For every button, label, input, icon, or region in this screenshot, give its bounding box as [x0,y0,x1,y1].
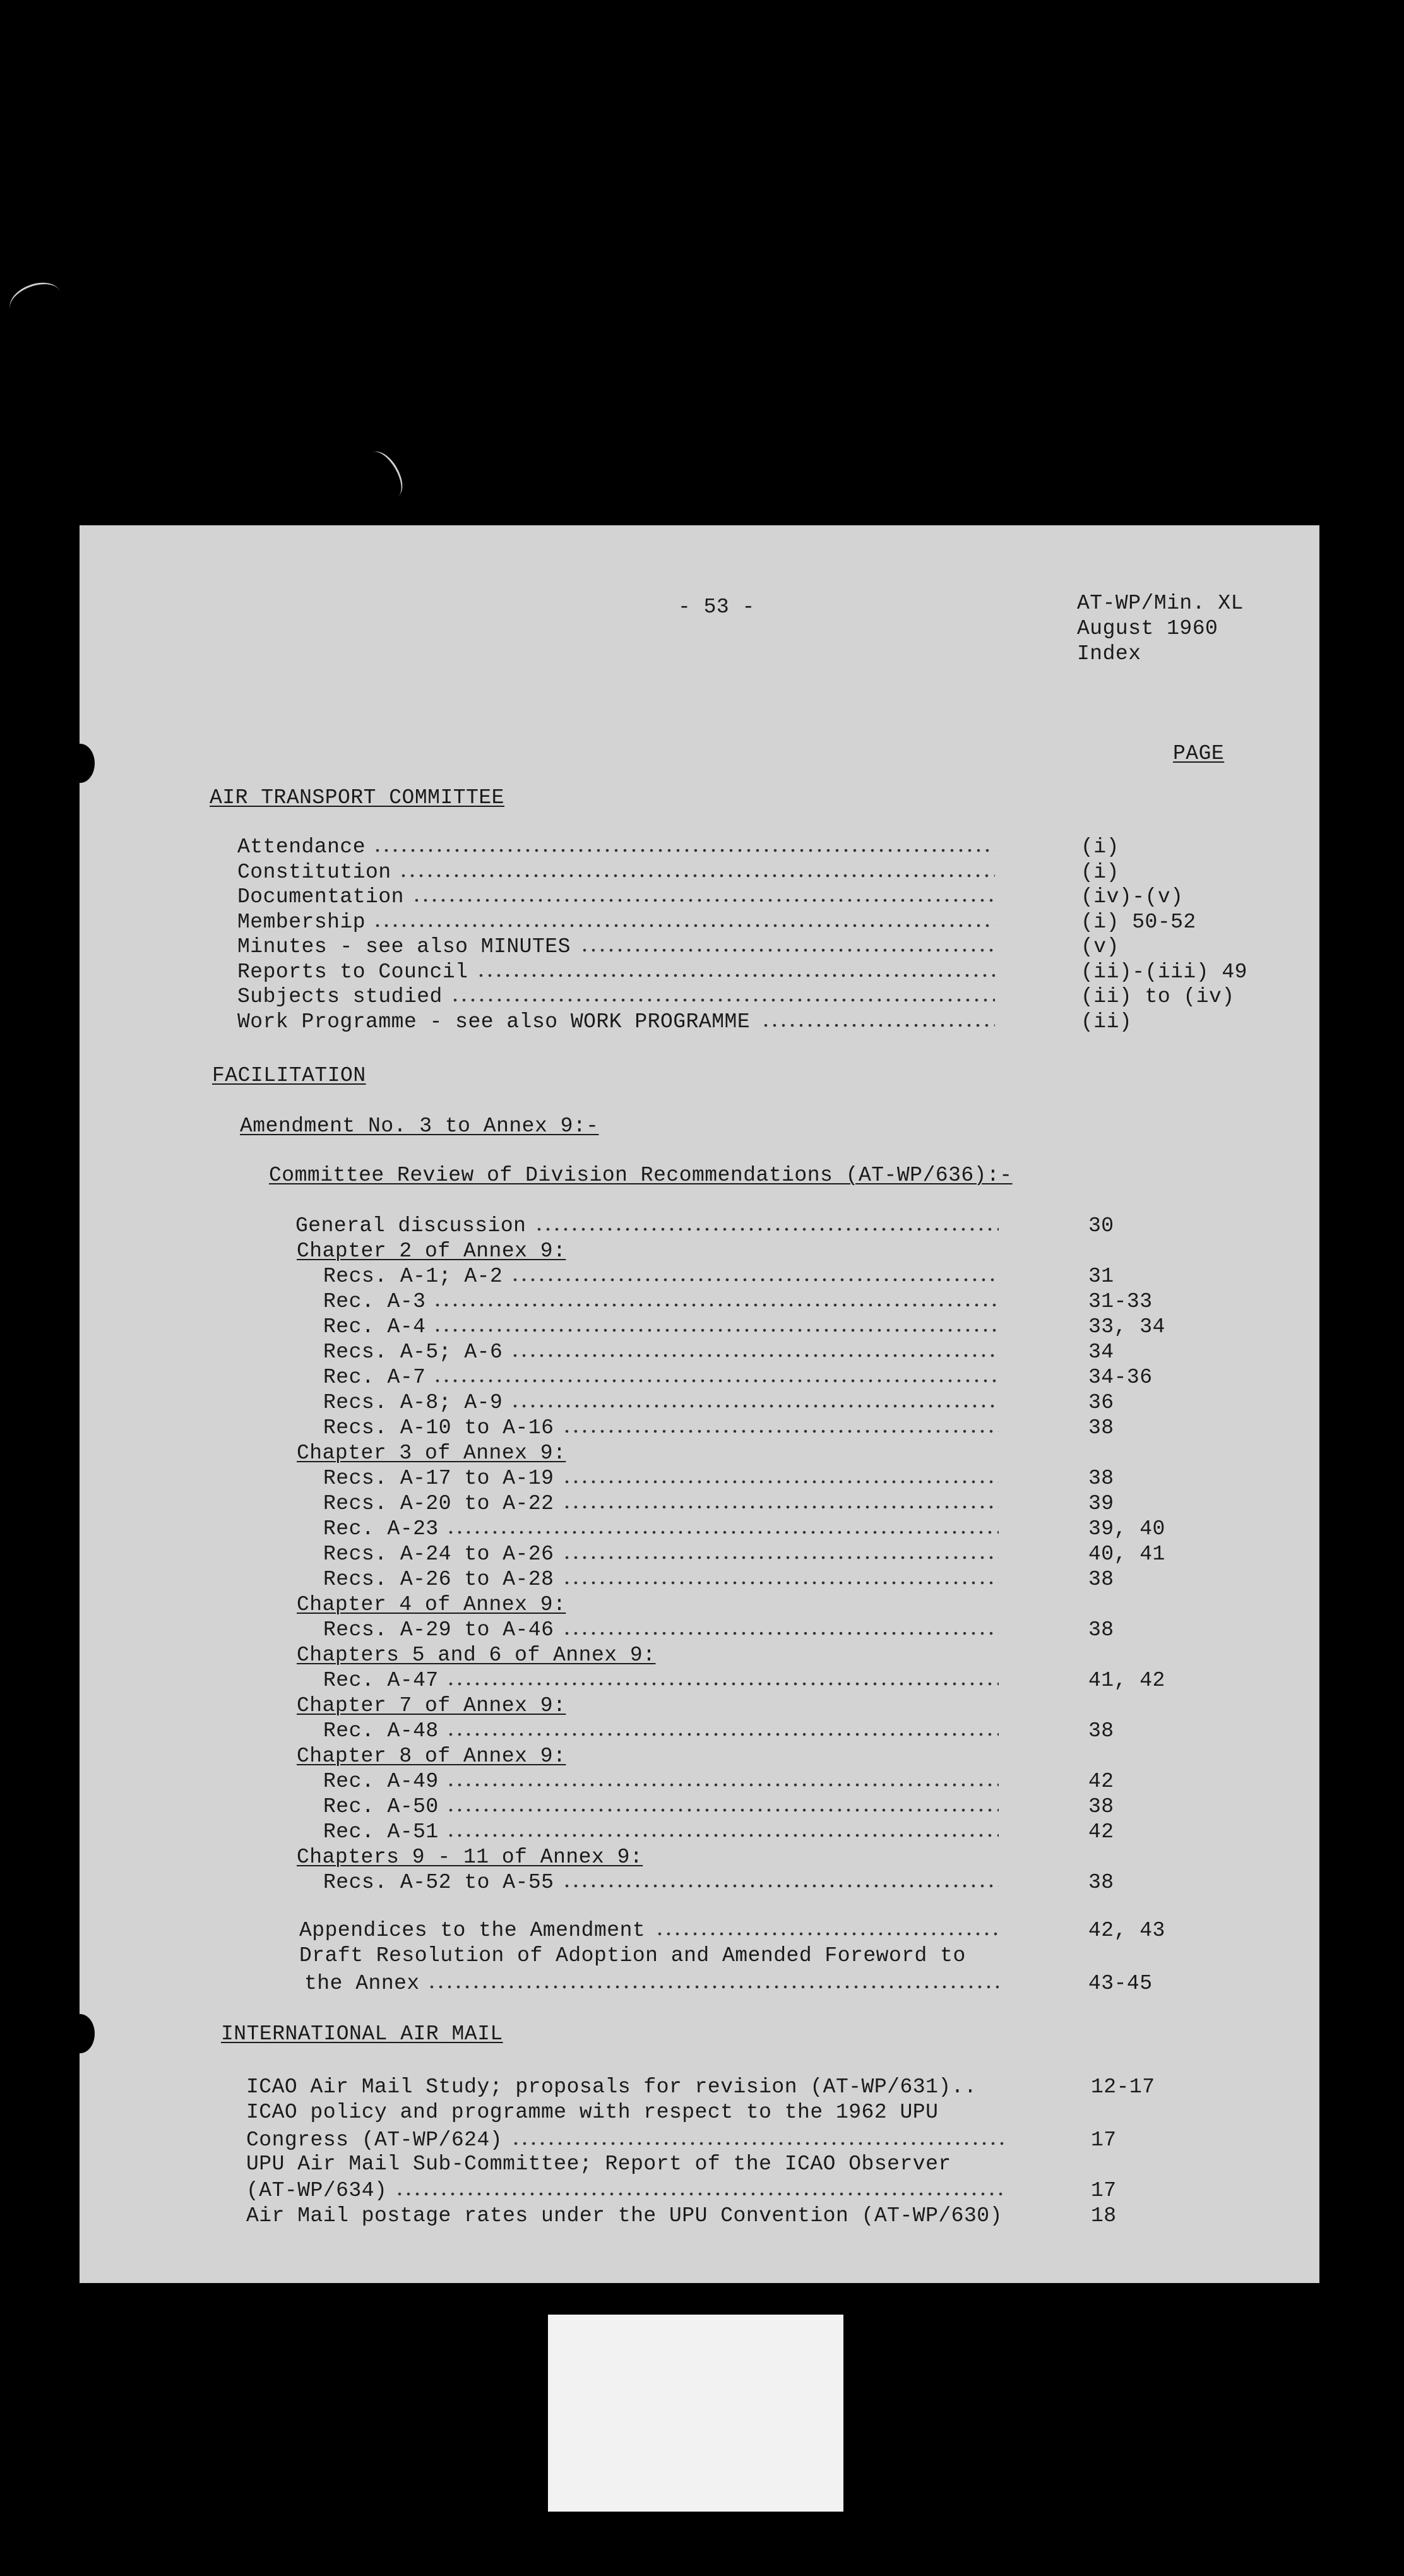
index-entry-page: 38 [1088,1618,1114,1642]
dot-leader [433,1378,999,1384]
index-entry-text: Subjects studied [237,985,443,1008]
dot-leader [562,1580,999,1586]
index-entry-page: 17 [1091,2179,1117,2202]
index-entry-page: 38 [1088,1467,1114,1490]
index-entry-text: Rec. A-4 [323,1315,426,1339]
review-heading: Committee Review of Division Recommendations (AT-WP/636):- [269,1164,1013,1187]
index-entry-text: Congress (AT-WP/624) [246,2128,503,2152]
index-entry-text: Recs. A-5; A-6 [323,1340,503,1364]
index-entry-text: Recs. A-1; A-2 [323,1265,503,1288]
index-entry-text: Minutes - see also MINUTES [237,935,571,958]
dot-leader [451,997,995,1003]
index-entry-text: Attendance [237,835,366,859]
index-entry-page: 38 [1088,1719,1114,1743]
index-entry-text: Rec. A-47 [323,1669,439,1692]
dot-leader [477,972,995,979]
index-entry-text: Recs. A-52 to A-55 [323,1871,554,1894]
index-entry-text: Appendices to the Amendment [299,1919,646,1942]
dot-leader [562,1883,999,1889]
dot-leader [446,1731,999,1738]
page-number: - 53 - [678,595,755,619]
chapter-heading: Chapter 8 of Annex 9: [297,1744,566,1768]
index-entry-text: Recs. A-8; A-9 [323,1391,503,1414]
index-entry-page: 12-17 [1091,2075,1155,2099]
index-entry-text: Membership [237,910,366,934]
index-entry-page: 38 [1088,1795,1114,1818]
chapter-heading: Chapter 3 of Annex 9: [297,1441,566,1465]
index-entry-page: 42, 43 [1088,1919,1165,1942]
index-entry-text: Documentation [237,885,404,909]
dot-leader [446,1529,999,1535]
index-entry-text: Recs. A-26 to A-28 [323,1568,554,1591]
index-entry-text: Recs. A-29 to A-46 [323,1618,554,1642]
amendment-heading: Amendment No. 3 to Annex 9:- [240,1114,599,1138]
index-entry-page: (ii) [1081,1010,1133,1034]
document-page [80,525,1319,2283]
index-entry-text: the Annex [304,1972,420,1995]
chapter-heading: Chapters 9 - 11 of Annex 9: [297,1846,643,1869]
dot-leader [433,1327,999,1333]
index-entry-page: 39, 40 [1088,1517,1165,1541]
film-scratch-mark [360,446,409,503]
dot-leader [511,2140,1005,2147]
dot-leader [511,1352,999,1359]
index-entry-page: 34-36 [1088,1366,1153,1389]
dot-leader [446,1832,999,1839]
doc-section: Index [1077,642,1141,665]
index-entry-text: ICAO Air Mail Study; proposals for revision (AT-WP/631).. [246,2075,977,2099]
index-entry-text: Rec. A-48 [323,1719,439,1743]
index-entry-text: (AT-WP/634) [246,2179,388,2202]
dot-leader [562,1504,999,1510]
dot-leader [427,1984,999,1990]
index-entry-page: 39 [1088,1492,1114,1515]
film-scratch-mark [4,276,66,326]
index-entry-page: 33, 34 [1088,1315,1165,1339]
index-entry-text: Rec. A-23 [323,1517,439,1541]
index-entry-page: 31-33 [1088,1290,1153,1313]
chapter-heading: Chapter 4 of Annex 9: [297,1593,566,1616]
doc-reference: AT-WP/Min. XL [1077,592,1244,615]
index-entry-text: Rec. A-49 [323,1770,439,1793]
index-entry-text: Recs. A-17 to A-19 [323,1467,554,1490]
dot-leader [562,1428,999,1434]
dot-leader [562,1479,999,1485]
chapter-heading: Chapter 2 of Annex 9: [297,1239,566,1263]
index-entry-page: 38 [1088,1416,1114,1440]
index-entry-page: 42 [1088,1820,1114,1844]
section-title-atc: AIR TRANSPORT COMMITTEE [210,786,504,809]
dot-leader [446,1807,999,1813]
doc-date: August 1960 [1077,617,1218,640]
dot-leader [761,1022,995,1029]
index-entry-text: Recs. A-10 to A-16 [323,1416,554,1440]
chapter-heading: Chapters 5 and 6 of Annex 9: [297,1643,656,1667]
dot-leader [373,847,995,854]
dot-leader [446,1782,999,1788]
index-entry-text: Air Mail postage rates under the UPU Convention (AT-WP/630) [246,2204,1002,2227]
dot-leader [446,1681,999,1687]
index-entry-text: Recs. A-20 to A-22 [323,1492,554,1515]
index-entry-text: Rec. A-3 [323,1290,426,1313]
index-entry-page: 38 [1088,1568,1114,1591]
dot-leader [580,947,995,953]
dot-leader [511,1403,999,1409]
index-entry-text: Reports to Council [237,960,468,984]
index-entry-text: Rec. A-51 [323,1820,439,1844]
index-entry-page: 42 [1088,1770,1114,1793]
index-entry-page: (v) [1081,935,1119,958]
section-title-facilitation: FACILITATION [212,1064,366,1087]
index-entry-page: (ii) to (iv) [1081,985,1235,1008]
calibration-card [548,2315,843,2512]
index-entry-page: 38 [1088,1871,1114,1894]
dot-leader [373,922,995,929]
page-column-label: PAGE [1173,742,1225,765]
index-entry-page: 36 [1088,1391,1114,1414]
dot-leader [395,2191,1006,2197]
index-entry-page: (i) 50-52 [1081,910,1196,934]
index-entry-text: Draft Resolution of Adoption and Amended Foreword to [299,1944,966,1967]
index-entry-page: 41, 42 [1088,1669,1165,1692]
index-entry-page: 17 [1091,2128,1117,2152]
index-entry-page: (ii)-(iii) 49 [1081,960,1247,984]
index-entry-text: ICAO policy and programme with respect to the 1962 UPU [246,2101,939,2124]
index-entry-text: UPU Air Mail Sub-Committee; Report of the ICAO Observer [246,2152,951,2176]
punch-hole [66,2014,95,2053]
index-entry-page: 43-45 [1088,1972,1153,1995]
dot-leader [412,897,996,903]
index-entry-text: General discussion [295,1214,526,1237]
index-entry-page: 31 [1088,1265,1114,1288]
index-entry-text: Constitution [237,860,391,884]
index-entry-text: Rec. A-50 [323,1795,439,1818]
dot-leader [399,873,995,879]
dot-leader [511,1277,999,1283]
dot-leader [562,1554,999,1561]
chapter-heading: Chapter 7 of Annex 9: [297,1694,566,1717]
dot-leader [562,1630,999,1637]
index-entry-page: 30 [1088,1214,1114,1237]
index-entry-page: (i) [1081,835,1119,859]
dot-leader [433,1302,999,1308]
index-entry-page: (i) [1081,860,1119,884]
punch-hole [66,744,95,783]
index-entry-page: 34 [1088,1340,1114,1364]
index-entry-page: (iv)-(v) [1081,885,1184,909]
index-entry-page: 18 [1091,2204,1117,2227]
index-entry-text: Rec. A-7 [323,1366,426,1389]
index-entry-text: Recs. A-24 to A-26 [323,1542,554,1566]
index-entry-text: Work Programme - see also WORK PROGRAMME [237,1010,751,1034]
dot-leader [535,1226,999,1232]
dot-leader [655,1931,999,1937]
section-title-air-mail: INTERNATIONAL AIR MAIL [221,2022,503,2046]
index-entry-page: 40, 41 [1088,1542,1165,1566]
